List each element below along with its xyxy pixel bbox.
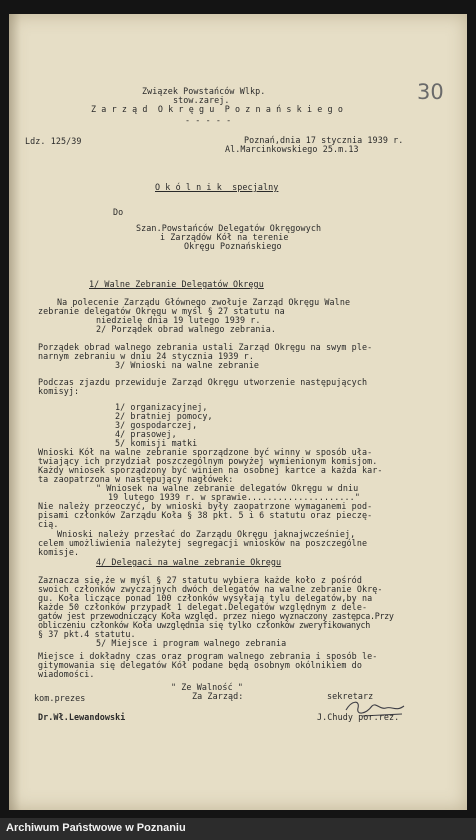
section-title: 4/ Delegaci na walne zebranie Okręgu: [96, 557, 282, 567]
body-line: Podczas zjazdu przewiduje Zarząd Okręgu utworzenie następujących: [38, 377, 368, 387]
body-line: ta zaopatrzona w następujący nagłówek:: [38, 474, 234, 484]
recipient-line: i Zarządów Kół na terenie: [160, 232, 289, 242]
place-date: Poznań,dnia 17 stycznia 1939 r.: [244, 135, 404, 145]
recipient-line: Szan.Powstańców Delegatów Okręgowych: [136, 223, 322, 233]
org-board: Z a r z ą d O k r ę g u P o z n a ń s k i e g o: [91, 104, 343, 114]
body-line: Porządek obrad walnego zebrania ustali Zarząd Okręgu na swym ple-: [38, 342, 373, 352]
to-label: Do: [113, 207, 124, 217]
body-line: komisje.: [38, 547, 80, 557]
folio-number: 30: [417, 80, 444, 104]
recipient-line: Okręgu Poznańskiego: [184, 241, 282, 251]
body-line: Miejsce i dokładny czas oraz program walnego zebrania i sposób le-: [38, 651, 378, 661]
section-title: 5/ Miejsce i program walnego zebrania: [96, 638, 287, 648]
closing-line: Za Zarząd:: [192, 691, 244, 701]
body-line: 2/ Porządek obrad walnego zebrania.: [96, 324, 276, 334]
body-line: narnym zebraniu w dniu 24 stycznia 1939 r.: [38, 351, 254, 361]
body-line: wiadomości.: [38, 669, 95, 679]
archive-label: Archiwum Państwowe w Poznaniu: [6, 822, 186, 834]
body-line: Każdy wniosek sporządzony być winien na osobnej kartce a każda kar-: [38, 465, 383, 475]
body-line: niedzielę dnia 19 lutego 1939 r.: [96, 315, 261, 325]
body-line: swoich członków zwyczajnych dwóch delegatów na walne zebranie Okrę-: [38, 584, 383, 594]
body-line: celem umożliwienia należytej segregacji wniosków na poszczególne: [38, 538, 368, 548]
body-line: każde 50 członków przypadł 1 delegat.Delegatów względnym z dele-: [38, 602, 368, 612]
list-item: 2/ bratniej pomocy,: [115, 411, 213, 421]
body-line: Zaznacza się,że w myśl § 27 statutu wybiera każde koło z pośród: [38, 575, 362, 585]
reference-number: Ldz. 125/39: [25, 136, 82, 146]
list-item: 1/ organizacyjnej,: [115, 402, 208, 412]
section-title: 1/ Walne Zebranie Delegatów Okręgu: [89, 279, 264, 289]
body-line: 19 lutego 1939 r. w sprawie.....................": [108, 492, 360, 502]
body-line: twiający ich przydział poszczególnym powyżej wymienionym komisjom.: [38, 456, 378, 466]
body-line: " Wniosek na walne zebranie delegatów Okręgu w dniu: [96, 483, 359, 493]
right-signatory-role: sekretarz: [327, 691, 374, 701]
closing-motto: " Ze Walność ": [171, 682, 243, 692]
body-line: cią.: [38, 519, 59, 529]
body-line: Na polecenie Zarządu Głównego zwołuje Zarząd Okręgu Walne: [57, 297, 351, 307]
right-signatory-name: J.Chudy por.rez.: [317, 712, 400, 722]
body-line: Wnioski należy przesłać do Zarządu Okręgu jaknajwcześniej,: [57, 529, 356, 539]
body-line: zebranie delegatów Okręgu w myśl § 27 statutu na: [38, 306, 285, 316]
org-name: Związek Powstańców Wlkp.: [142, 86, 266, 96]
list-item: 3/ gospodarczej,: [115, 420, 198, 430]
archive-footer: [0, 818, 476, 840]
org-status: stow.zarej.: [173, 95, 230, 105]
document-page: 30 Związek Powstańców Wlkp. stow.zarej. Z a r z ą d O k r ę g u P o z n a ń s k i e g o - - - - - Ldz. 125/39 Poznań,dnia 17 stycznia 1939 r. Al.Marcinkowskiego 25.m.13 O k ó l n i k specjalny Do Szan.Powstańców Delegatów Okręgowych i Zarządów Kół na terenie Okręgu Poznańskiego 1/ Walne Zebranie Delegatów Okręgu Na polecenie Zarządu Głównego zwołuje Zarząd Okręgu Walne zebranie delegatów Okręgu w myśl § 27 statutu na niedzielę dnia 19 lutego 1939 r. 2/ Porządek obrad walnego zebrania. Porządek obrad walnego zebrania ustali Zarząd Okręgu na swym ple- narnym zebraniu w dniu 24 stycznia 1939 r. 3/ Wnioski na walne zebranie Podczas zjazdu przewiduje Zarząd Okręgu utworzenie następujących komisyj: 1/ organizacyjnej, 2/ bratniej pomocy, 3/ gospodarczej, 4/ prasowej, 5/ komisji matki Wnioski Kół na walne zebranie sporządzone być winny w sposób uła- twiający ich przydział poszczególnym powyżej wymienionym komisjom. Każdy wniosek sporządzony być winien na osobnej kartce a każda kar- ta zaopatrzona w następujący nagłówek: " Wniosek na walne zebranie delegatów Okręgu w dniu 19 lutego 1939 r. w sprawie....................." Nie należy przeoczyć, by wnioski były zaopatrzone wymaganemi pod- pisami członków Zarządu Koła § 38 pkt. 5 i 6 statutu oraz pieczę- cią. Wnioski należy przesłać do Zarządu Okręgu jaknajwcześniej, celem umożliwienia należytej segregacji wniosków na poszczególne komisje. 4/ Delegaci na walne zebranie Okręgu Zaznacza się,że w myśl § 27 statutu wybiera każde koło z pośród swoich członków zwyczajnych dwóch delegatów na walne zebranie Okrę- gu. Koła liczące ponad 100 członków wysyłają tylu delegatów,by na każde 50 członków przypadł 1 delegat.Delegatów względnym z dele- gatów jest przewodniczący Koła względ. przez niego wyznaczony zastępca.Przy obliczeniu członków Koła uwzględnia się tylko członków zweryfikowanych § 37 pkt.4 statutu. 5/ Miejsce i program walnego zebrania Miejsce i dokładny czas oraz program walnego zebrania i sposób le- gitymowania się delegatów Kół podane będą osobnym okólnikiem do wiadomości. " Ze Walność " Za Zarząd: kom.prezes sekretarz Dr.Wł.Lewandowski J.Chudy por.rez.: [9, 14, 467, 810]
list-item: 5/ komisji matki: [115, 438, 198, 448]
sender-address: Al.Marcinkowskiego 25.m.13: [225, 144, 359, 154]
body-line: gitymowania się delegatów Kół podane będą osobnym okólnikiem do: [38, 660, 362, 670]
body-line: Wnioski Kół na walne zebranie sporządzone być winny w sposób uła-: [38, 447, 373, 457]
list-item: 4/ prasowej,: [115, 429, 177, 439]
body-line: Nie należy przeoczyć, by wnioski były zaopatrzone wymaganemi pod-: [38, 501, 373, 511]
body-line: gatów jest przewodniczący Koła względ. przez niego wyznaczony zastępca.Przy: [38, 611, 394, 621]
body-line: obliczeniu członków Koła uwzględnia się tylko członków zweryfikowanych: [38, 620, 370, 630]
body-line: gu. Koła liczące ponad 100 członków wysyłają tylu delegatów,by na: [38, 593, 373, 603]
document-title: O k ó l n i k specjalny: [155, 182, 279, 192]
body-line: § 37 pkt.4 statutu.: [38, 629, 136, 639]
body-line: komisyj:: [38, 386, 80, 396]
body-line: 3/ Wnioski na walne zebranie: [115, 360, 259, 370]
left-signatory-name: Dr.Wł.Lewandowski: [38, 712, 126, 722]
left-signatory-role: kom.prezes: [34, 693, 86, 703]
body-line: pisami członków Zarządu Koła § 38 pkt. 5 i 6 statutu oraz pieczę-: [38, 510, 373, 520]
